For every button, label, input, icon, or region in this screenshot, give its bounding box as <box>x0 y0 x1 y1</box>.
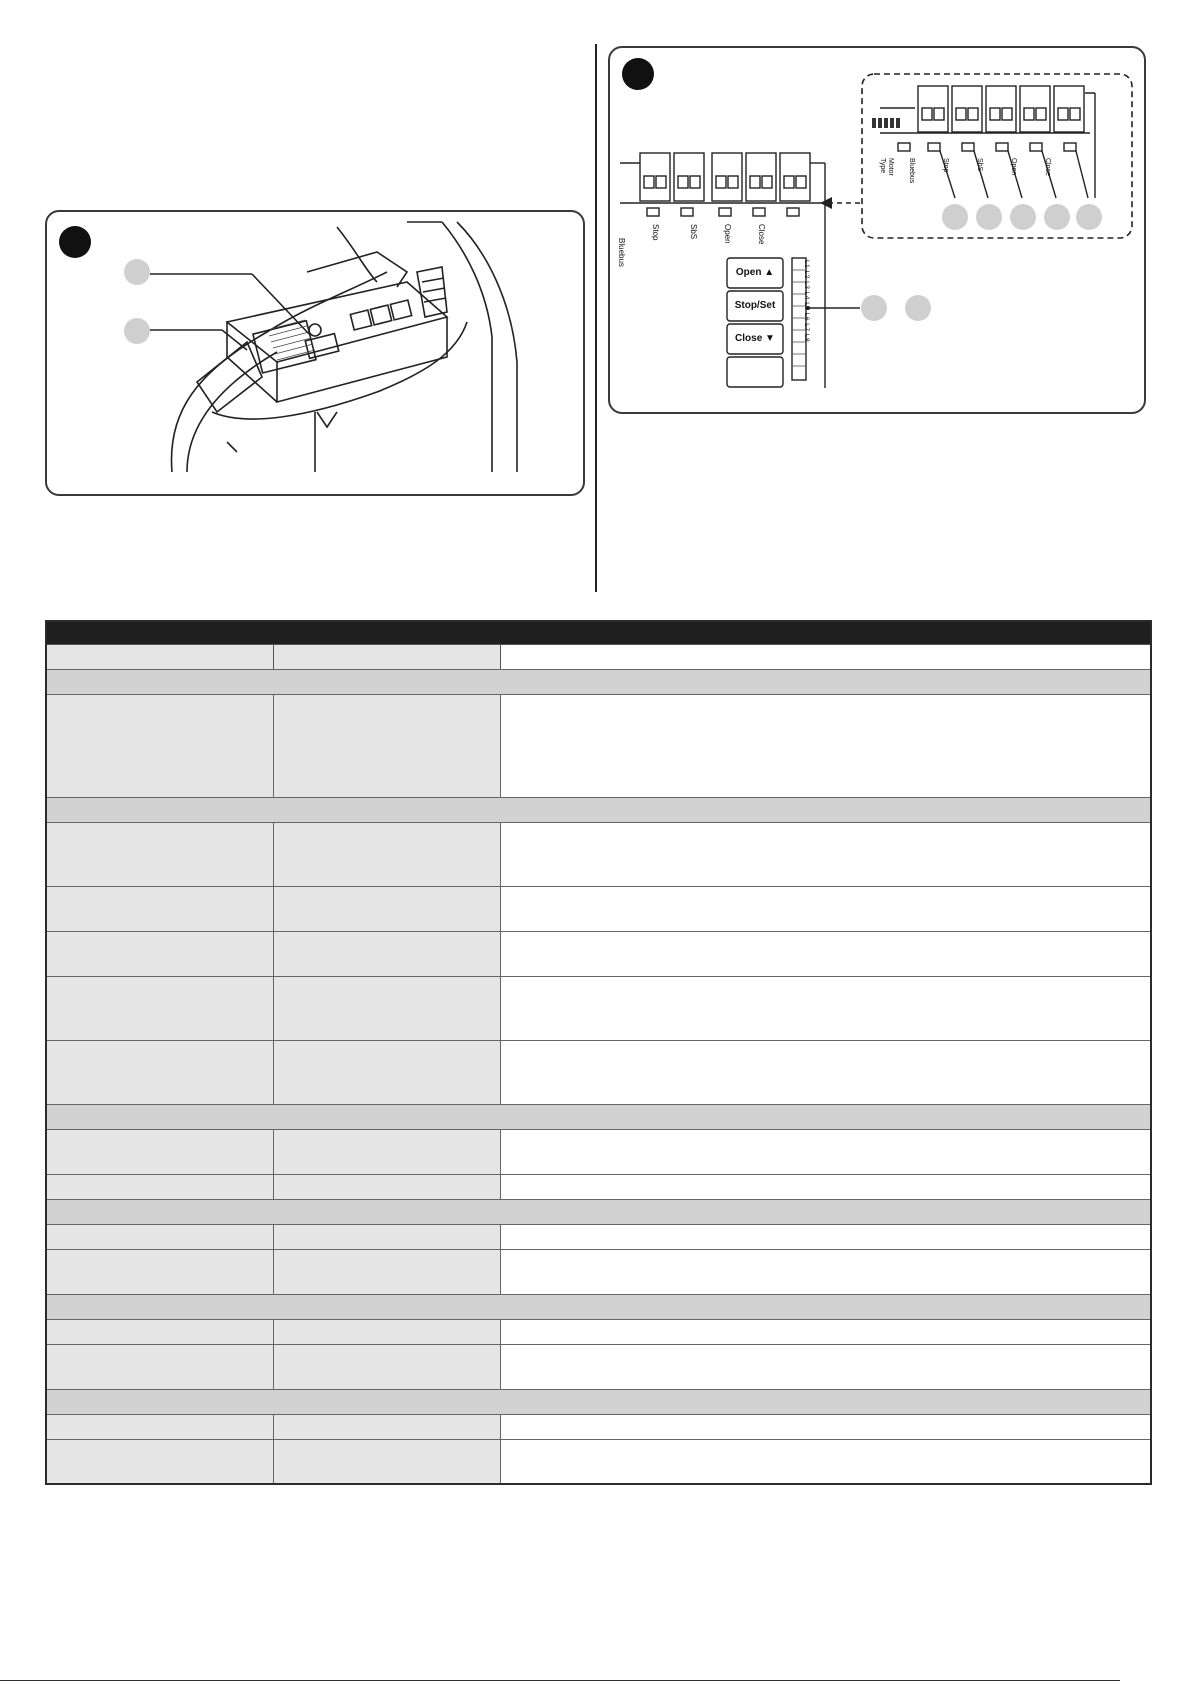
table-row <box>47 1174 1150 1199</box>
table-cell <box>47 1225 274 1249</box>
table-cell <box>274 1440 501 1483</box>
footer-rule <box>0 1680 1120 1681</box>
table-cell <box>47 1250 274 1294</box>
table-row <box>47 886 1150 931</box>
table-cell <box>501 1320 1150 1344</box>
table-section-row <box>47 1389 1150 1414</box>
terminal-label-open: Open <box>723 224 732 244</box>
table-section-row <box>47 669 1150 694</box>
table-cell <box>47 695 274 797</box>
table-cell <box>47 823 274 886</box>
table-cell <box>47 1175 274 1199</box>
callout-circle <box>1010 204 1036 230</box>
table-row <box>47 1129 1150 1174</box>
inset-label-stop: Stop <box>942 158 949 173</box>
callout-circle <box>1076 204 1102 230</box>
open-button-label: Open ▲ <box>735 267 775 278</box>
table-cell <box>274 932 501 976</box>
led-label: L7 <box>803 323 810 332</box>
terminal-label-close: Close <box>757 224 766 245</box>
callout-circle <box>942 204 968 230</box>
table-cell <box>47 1320 274 1344</box>
table-cell <box>501 1440 1150 1483</box>
table-cell <box>47 1345 274 1389</box>
close-button-label: Close ▼ <box>735 333 775 344</box>
table-row <box>47 1224 1150 1249</box>
table-cell <box>274 977 501 1040</box>
table-cell <box>501 823 1150 886</box>
table-section-row <box>47 1104 1150 1129</box>
table-cell <box>47 977 274 1040</box>
table-row <box>47 1344 1150 1389</box>
table-cell <box>501 1175 1150 1199</box>
table-section-row <box>47 1294 1150 1319</box>
callout-circle <box>1044 204 1070 230</box>
terminal-label-sbs: SbS <box>689 224 698 240</box>
figure-right <box>608 46 1146 414</box>
table-row <box>47 1040 1150 1104</box>
table-header-cell <box>274 645 501 669</box>
table-cell <box>501 1041 1150 1104</box>
table-header-row <box>47 644 1150 669</box>
table-header-cell <box>47 645 274 669</box>
table-row <box>47 1439 1150 1483</box>
table-row <box>47 1249 1150 1294</box>
inset-label-motor-type: Motor Type <box>879 158 894 176</box>
table-cell <box>274 1041 501 1104</box>
table-cell <box>274 1175 501 1199</box>
table-cell <box>274 1345 501 1389</box>
led-labels <box>798 260 810 382</box>
table-cell <box>501 1130 1150 1174</box>
column-divider <box>595 44 597 592</box>
table-header-cell <box>501 645 1150 669</box>
led-label: L6 <box>803 312 810 321</box>
table-row <box>47 931 1150 976</box>
led-label: L3 <box>803 281 810 290</box>
settings-table <box>45 620 1152 1485</box>
table-section-row <box>47 797 1150 822</box>
callout-circle <box>905 295 931 321</box>
stop-set-button-label: Stop/Set <box>734 300 776 311</box>
table-cell <box>274 1250 501 1294</box>
figure-left <box>45 210 585 496</box>
callout-circle <box>976 204 1002 230</box>
inset-label-open: Open <box>1010 158 1017 176</box>
table-row <box>47 976 1150 1040</box>
terminal-label-bluebus: Bluebus <box>617 238 626 267</box>
table-cell <box>501 1345 1150 1389</box>
table-cell <box>501 1415 1150 1439</box>
table-cell <box>274 1130 501 1174</box>
table-cell <box>47 1130 274 1174</box>
table-cell <box>274 887 501 931</box>
table-row <box>47 822 1150 886</box>
table-cell <box>501 977 1150 1040</box>
inset-label-sbs: SbS <box>976 158 983 172</box>
led-label: L2 <box>803 270 810 279</box>
table-title-bar <box>47 622 1150 644</box>
table-row <box>47 1414 1150 1439</box>
table-cell <box>47 1415 274 1439</box>
led-label: L8 <box>803 333 810 343</box>
table-cell <box>274 695 501 797</box>
table-cell <box>47 932 274 976</box>
table-cell <box>47 1041 274 1104</box>
callout-circle <box>861 295 887 321</box>
table-cell <box>274 1415 501 1439</box>
led-label: L5 <box>803 302 810 311</box>
table-cell <box>47 887 274 931</box>
inset-label-close: Close <box>1044 158 1051 176</box>
terminal-label-stop: Stop <box>651 224 660 241</box>
table-cell <box>274 1225 501 1249</box>
table-row <box>47 694 1150 797</box>
table-cell <box>274 823 501 886</box>
control-unit-drawing <box>47 212 583 494</box>
led-label: L1 <box>803 260 810 269</box>
table-cell <box>501 695 1150 797</box>
table-cell <box>47 1440 274 1483</box>
table-cell <box>274 1320 501 1344</box>
table-cell <box>501 1225 1150 1249</box>
inset-label-bluebus: Bluebus <box>908 158 915 184</box>
table-section-row <box>47 1199 1150 1224</box>
table-cell <box>501 887 1150 931</box>
table-cell <box>501 932 1150 976</box>
table-row <box>47 1319 1150 1344</box>
table-cell <box>501 1250 1150 1294</box>
led-label: L4 <box>803 291 810 300</box>
